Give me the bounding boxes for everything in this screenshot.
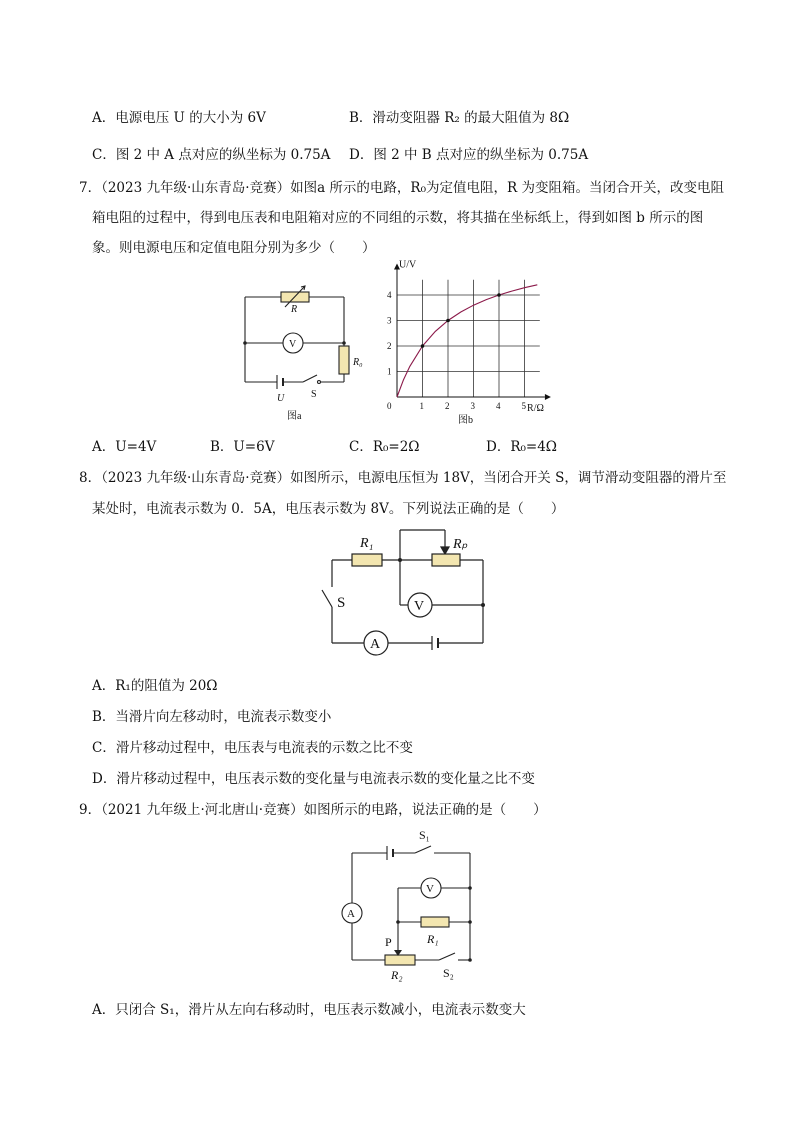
q7-figure-b-chart	[380, 255, 580, 430]
chart-point	[497, 293, 501, 297]
chart-tick-labels	[387, 290, 527, 411]
q8-circuit-figure	[310, 525, 500, 660]
chart-x-tick-label: 5	[521, 401, 526, 411]
q7-stem-line2: 箱电阻的过程中，得到电压表和电阻箱对应的不同组的示数，将其描在坐标纸上，得到如图 b 所示的图	[92, 210, 704, 226]
chart-axes	[394, 264, 551, 401]
label-r1: R₁	[427, 932, 439, 946]
q7-stem-line1: 7．（2023 九年级·山东青岛·竞赛）如图a 所示的电路，R₀为定值电阻，R 为变阻箱。当闭合开关，改变电阻	[79, 180, 724, 196]
label-s1: S₁	[419, 828, 430, 842]
q6-option-b: B．滑动变阻器 R₂ 的最大阻值为 8Ω	[349, 110, 570, 126]
chart-y-tick-label: 2	[387, 341, 392, 351]
label-rp: Rₚ	[453, 537, 468, 552]
fig-a-caption: 图a	[287, 411, 302, 422]
chart-y-tick-label: 1	[387, 366, 392, 377]
chart-x-axis-arrow	[545, 394, 551, 400]
fig-b-caption: 图b	[458, 415, 473, 426]
q9-circuit-figure	[335, 825, 495, 985]
label-s: S	[311, 389, 317, 400]
q8-option-a: A．R₁的阻值为 20Ω	[92, 678, 218, 694]
chart-series-curve	[397, 285, 537, 397]
q7-option-a: A．U=4V	[92, 439, 157, 455]
label-p: P	[385, 935, 392, 949]
chart-point	[421, 344, 425, 348]
q7-stem-line3: 象。则电源电压和定值电阻分别为多少（ ）	[92, 240, 376, 256]
chart-y-tick-label: 4	[387, 290, 392, 300]
chart-y-axis-label: U/V	[399, 259, 417, 271]
chart-x-tick-label: 3	[470, 401, 475, 411]
q7-figure-a-circuit	[235, 285, 375, 425]
q9-stem: 9．（2021 九年级上·河北唐山·竞赛）如图所示的电路，说法正确的是（ ）	[79, 802, 547, 818]
q7-option-b: B．U=6V	[210, 439, 275, 455]
q8-stem-line1: 8．（2023 九年级·山东青岛·竞赛）如图所示，电源电压恒为 18V，当闭合开关 S，调节滑动变阻器的滑片至	[79, 470, 727, 486]
voltmeter-label: V	[289, 339, 297, 350]
chart-x-tick-label: 4	[496, 401, 501, 411]
q7-option-d: D．R₀=4Ω	[486, 439, 557, 455]
voltmeter-label: V	[414, 599, 425, 614]
voltmeter-label: V	[426, 883, 434, 895]
label-r1: R₁	[360, 536, 374, 551]
label-r2: R₂	[391, 968, 403, 982]
chart-x-tick-label: 1	[419, 401, 424, 411]
chart-y-tick-label: 3	[387, 315, 392, 326]
q6-option-a: A．电源电压 U 的大小为 6V	[92, 110, 266, 126]
q9-option-a: A．只闭合 S₁，滑片从左向右移动时，电压表示数减小，电流表示数变大	[92, 1002, 526, 1018]
chart-x-tick-label: 2	[445, 401, 450, 411]
ammeter-label: A	[370, 637, 381, 652]
label-r: R	[291, 304, 298, 315]
q8-option-d: D．滑片移动过程中，电压表示数的变化量与电流表示数的变化量之比不变	[92, 771, 535, 787]
q6-option-d: D．图 2 中 B 点对应的纵坐标为 0.75A	[349, 147, 589, 163]
ammeter-label: A	[347, 908, 355, 920]
label-r0: R₀	[353, 357, 363, 368]
chart-grid	[397, 280, 540, 397]
label-s2: S₂	[443, 966, 454, 980]
q7-option-c: C．R₀=2Ω	[349, 439, 420, 455]
q6-option-c: C．图 2 中 A 点对应的纵坐标为 0.75A	[92, 147, 331, 163]
chart-x-axis-label: R/Ω	[527, 403, 544, 414]
q8-stem-line2: 某处时，电流表示数为 0．5A，电压表示数为 8V。下列说法正确的是（ ）	[92, 501, 565, 517]
chart-origin-label: 0	[387, 401, 392, 411]
label-u: U	[277, 393, 285, 404]
label-s: S	[337, 595, 346, 611]
chart-point	[446, 319, 450, 323]
q8-option-c: C．滑片移动过程中，电压表与电流表的示数之比不变	[92, 740, 413, 756]
q8-option-b: B．当滑片向左移动时，电流表示数变小	[92, 709, 332, 725]
